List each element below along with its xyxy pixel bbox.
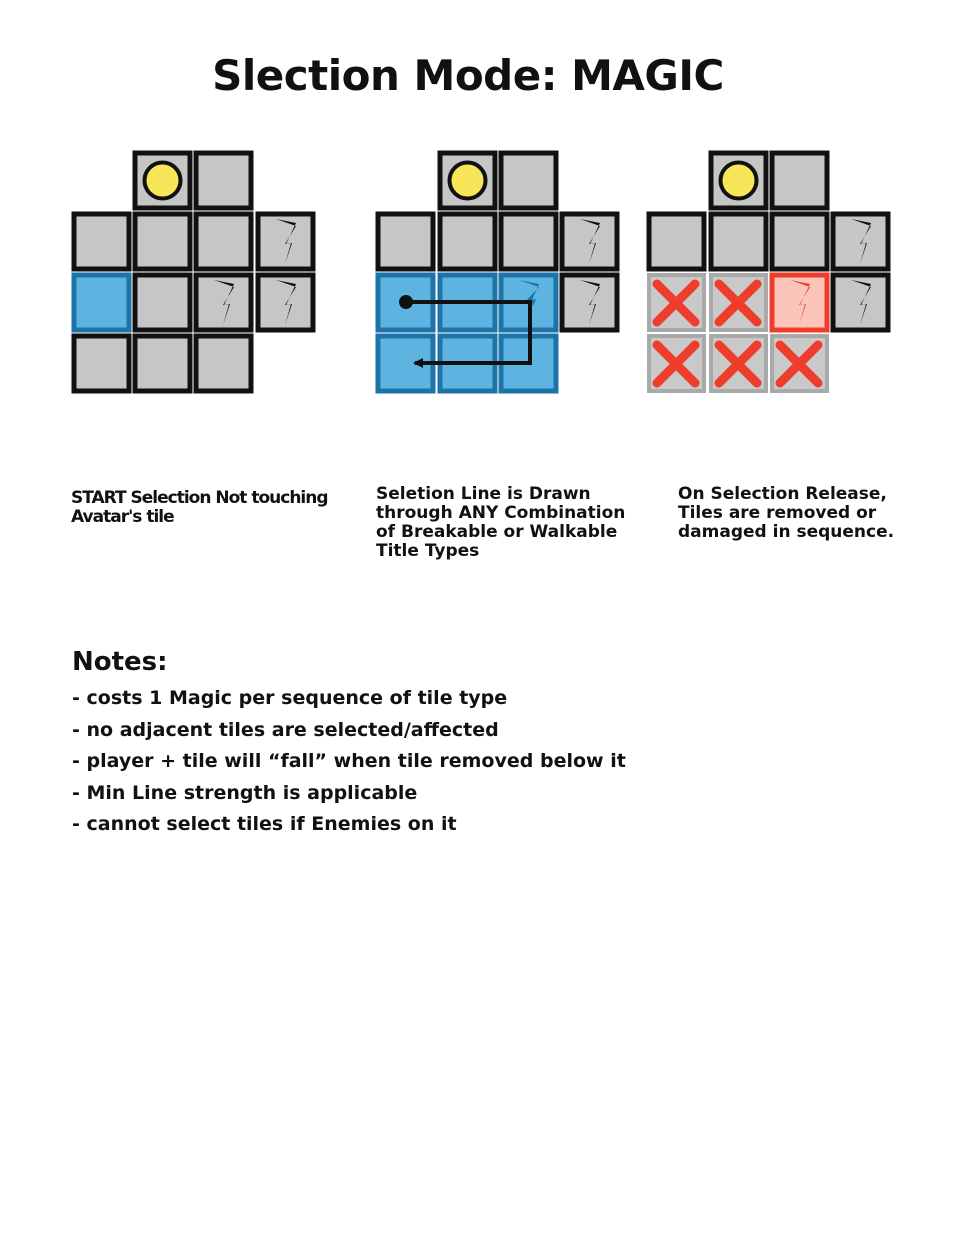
tile — [772, 153, 827, 208]
tile — [196, 336, 251, 391]
tile — [196, 153, 251, 208]
note-item: - Min Line strength is applicable — [72, 781, 418, 804]
panel-2-caption: Seletion Line is Drawn through ANY Combination of Breakable or Walkable Title Types — [376, 484, 626, 561]
notes-heading: Notes: — [72, 647, 168, 677]
tile — [501, 153, 556, 208]
avatar-icon — [721, 163, 757, 199]
tile — [378, 214, 433, 269]
note-item: - no adjacent tiles are selected/affected — [72, 718, 499, 741]
panel-2-grid — [378, 153, 617, 391]
tile — [711, 214, 766, 269]
tile — [196, 214, 251, 269]
note-item: - player + tile will “fall” when tile removed below it — [72, 750, 626, 772]
avatar-icon — [145, 163, 181, 199]
tile — [440, 214, 495, 269]
page-title: Slection Mode: MAGIC — [212, 51, 724, 100]
diagram-canvas — [0, 0, 960, 420]
tile — [649, 214, 704, 269]
note-item: - cannot select tiles if Enemies on it — [72, 813, 457, 835]
tile — [74, 336, 129, 391]
tile — [135, 336, 190, 391]
panel-1-grid — [74, 153, 313, 391]
panel-1-caption: START Selection Not touching Avatar's tile — [71, 488, 328, 527]
tile — [135, 214, 190, 269]
selected-start-tile — [74, 275, 129, 330]
tile — [501, 214, 556, 269]
note-item: - costs 1 Magic per sequence of tile type — [72, 687, 508, 709]
tile — [135, 275, 190, 330]
panel-3-caption: On Selection Release, Tiles are removed or damaged in sequence. — [678, 484, 895, 542]
tile — [772, 214, 827, 269]
tile — [74, 214, 129, 269]
avatar-icon — [450, 163, 486, 199]
notes-list — [72, 683, 626, 841]
panel-3-grid — [649, 153, 888, 391]
